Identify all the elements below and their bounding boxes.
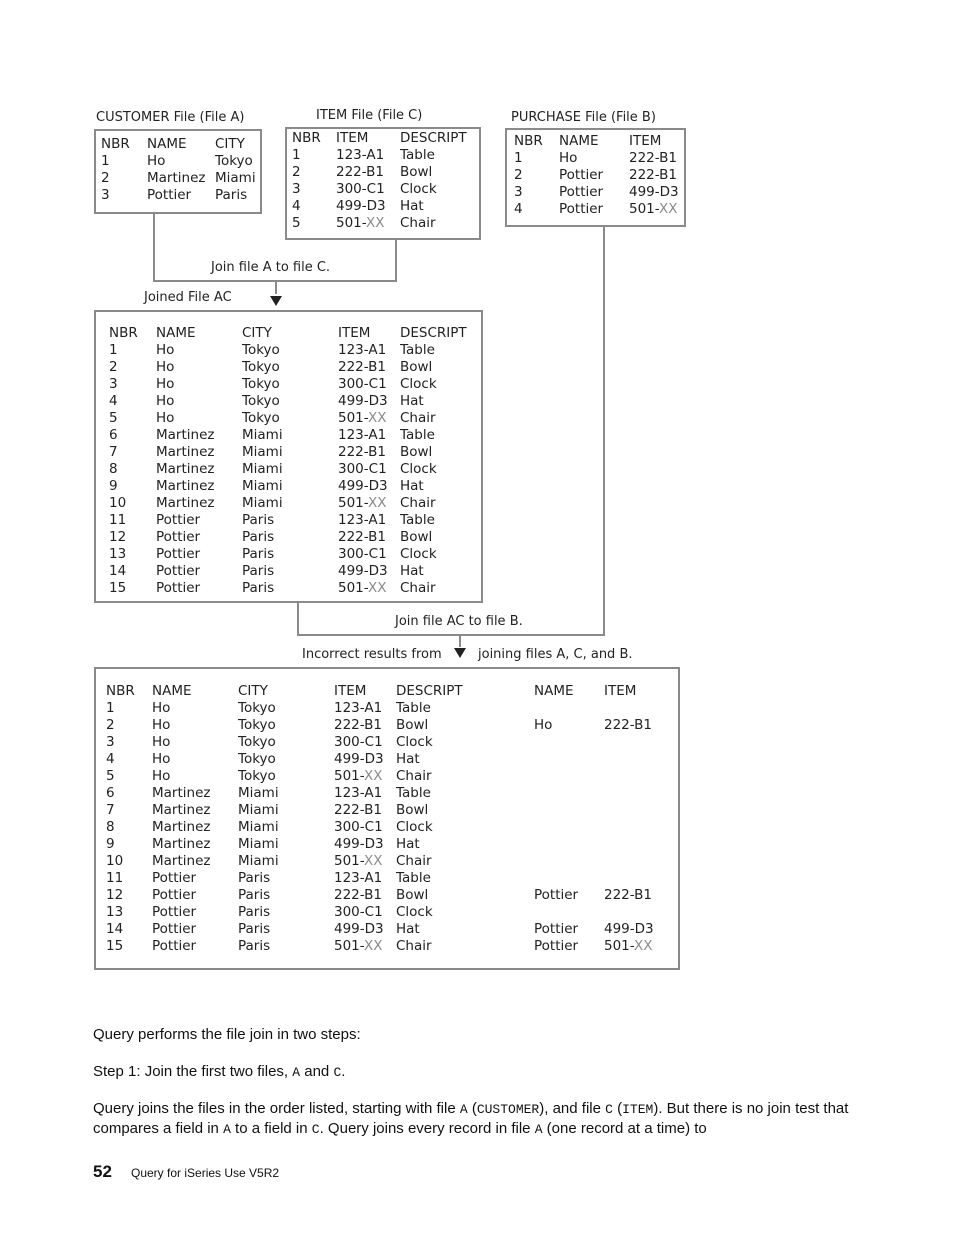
table-cell: Hat (400, 478, 424, 494)
table-cell: 1 (106, 700, 115, 716)
connector-line (603, 226, 605, 636)
table-cell: 10 (109, 495, 127, 511)
table-cell: 222-B1 (338, 359, 387, 375)
table-cell: 7 (109, 444, 118, 460)
item-file-caption: ITEM File (File C) (316, 108, 423, 123)
table-cell: Table (396, 700, 431, 716)
table-cell: 499-D3 (338, 393, 388, 409)
table-cell: 222-B1 (604, 887, 653, 903)
table-cell: Martinez (156, 444, 215, 460)
table-cell: 222-B1 (336, 164, 385, 180)
table-cell: 499-D3 (629, 184, 679, 200)
table-cell: Pottier (147, 187, 192, 203)
table-cell: Chair (400, 495, 436, 511)
table-cell: 501-XX (338, 580, 387, 596)
table-cell: Tokyo (238, 768, 276, 784)
table-cell: 123-A1 (334, 870, 383, 886)
table-cell: Pottier (152, 921, 197, 937)
table-cell: 8 (106, 819, 115, 835)
table-cell: 300-C1 (336, 181, 385, 197)
table-cell: 5 (109, 410, 118, 426)
table-cell: Chair (396, 768, 432, 784)
table-cell: Miami (238, 785, 279, 801)
table-cell: 499-D3 (334, 921, 384, 937)
table-cell: 8 (109, 461, 118, 477)
table-cell: Clock (400, 181, 437, 197)
table-cell: 3 (106, 734, 115, 750)
table-cell: Paris (242, 546, 275, 562)
table-cell: 123-A1 (338, 342, 387, 358)
table-cell: Martinez (152, 819, 211, 835)
connector-line (395, 239, 397, 281)
table-cell: Chair (400, 410, 436, 426)
table-cell: 300-C1 (338, 376, 387, 392)
table-cell: 2 (292, 164, 301, 180)
column-header: NAME (559, 133, 599, 149)
table-cell: Martinez (147, 170, 206, 186)
table-cell: 14 (109, 563, 127, 579)
column-header: DESCRIPT (400, 325, 467, 341)
table-cell: 300-C1 (334, 819, 383, 835)
table-cell: 501-XX (604, 938, 653, 954)
table-cell: Bowl (400, 529, 433, 545)
table-cell: Martinez (152, 785, 211, 801)
column-header: ITEM (334, 683, 367, 699)
table-cell: Miami (242, 427, 283, 443)
table-cell: Chair (396, 853, 432, 869)
table-cell: Ho (152, 700, 171, 716)
table-cell: Table (396, 785, 431, 801)
table-cell: 5 (292, 215, 301, 231)
table-cell: Pottier (152, 938, 197, 954)
table-cell: Ho (534, 717, 553, 733)
table-cell: Martinez (156, 478, 215, 494)
table-cell: 12 (106, 887, 124, 903)
incorrect-results-label: Incorrect results from (302, 647, 442, 662)
table-cell: Hat (396, 921, 420, 937)
column-header: DESCRIPT (396, 683, 463, 699)
table-cell: Hat (396, 836, 420, 852)
table-cell: Bowl (400, 359, 433, 375)
table-cell: 13 (106, 904, 124, 920)
table-cell: Table (396, 870, 431, 886)
table-cell: Miami (238, 853, 279, 869)
table-cell: 499-D3 (334, 836, 384, 852)
table-cell: 499-D3 (338, 478, 388, 494)
table-cell: 4 (292, 198, 301, 214)
table-cell: Pottier (559, 184, 604, 200)
table-cell: Hat (400, 393, 424, 409)
paragraph: Query performs the file join in two steps: (93, 1026, 361, 1043)
table-cell: Ho (152, 717, 171, 733)
table-cell: Clock (400, 546, 437, 562)
column-header: DESCRIPT (400, 130, 467, 146)
table-cell: 10 (106, 853, 124, 869)
table-cell: 501-XX (334, 853, 383, 869)
table-cell: Pottier (156, 529, 201, 545)
column-header: NAME (156, 325, 196, 341)
table-cell: Ho (156, 342, 175, 358)
table-cell: 11 (109, 512, 127, 528)
table-cell: Pottier (534, 938, 579, 954)
joined-ac-label: Joined File AC (144, 290, 232, 305)
table-cell: 300-C1 (338, 546, 387, 562)
table-cell: Pottier (156, 563, 201, 579)
table-cell: Tokyo (238, 700, 276, 716)
table-cell: Hat (396, 751, 420, 767)
table-cell: Ho (156, 376, 175, 392)
customer-file-table (94, 129, 262, 214)
page-number: 52 (93, 1162, 112, 1181)
table-cell: 501-XX (338, 410, 387, 426)
table-cell: Bowl (396, 887, 429, 903)
table-cell: 222-B1 (334, 717, 383, 733)
table-cell: 300-C1 (334, 734, 383, 750)
table-cell: Ho (152, 734, 171, 750)
table-cell: Miami (242, 444, 283, 460)
table-cell: Tokyo (238, 751, 276, 767)
connector-line (297, 602, 299, 636)
table-cell: Chair (400, 580, 436, 596)
table-cell: Miami (242, 478, 283, 494)
table-cell: Ho (152, 751, 171, 767)
table-cell: Paris (215, 187, 248, 203)
table-cell: Clock (396, 734, 433, 750)
table-cell: Clock (396, 904, 433, 920)
table-cell: Pottier (152, 904, 197, 920)
connector-line (153, 213, 155, 281)
table-cell: Miami (238, 819, 279, 835)
column-header: NBR (514, 133, 543, 149)
table-cell: 14 (106, 921, 124, 937)
table-cell: Paris (238, 887, 271, 903)
table-cell: Tokyo (242, 376, 280, 392)
table-cell: 1 (101, 153, 110, 169)
table-cell: Table (400, 512, 435, 528)
column-header: CITY (242, 325, 272, 341)
table-cell: 123-A1 (338, 427, 387, 443)
table-cell: Martinez (152, 853, 211, 869)
connector-line (275, 281, 277, 294)
table-cell: 501-XX (334, 768, 383, 784)
table-cell: Martinez (156, 427, 215, 443)
table-cell: Paris (238, 921, 271, 937)
column-header: NBR (292, 130, 321, 146)
table-cell: Hat (400, 563, 424, 579)
table-cell: 1 (292, 147, 301, 163)
table-cell: 4 (106, 751, 115, 767)
table-cell: Table (400, 427, 435, 443)
column-header: ITEM (336, 130, 369, 146)
table-cell: Bowl (400, 444, 433, 460)
table-cell: 7 (106, 802, 115, 818)
table-cell: Miami (242, 495, 283, 511)
table-cell: Martinez (152, 802, 211, 818)
table-cell: Clock (396, 819, 433, 835)
table-cell: 123-A1 (334, 700, 383, 716)
table-cell: Tokyo (242, 410, 280, 426)
table-cell: Pottier (156, 546, 201, 562)
table-cell: 2 (106, 717, 115, 733)
table-cell: Chair (396, 938, 432, 954)
table-cell: Bowl (396, 717, 429, 733)
table-cell: Miami (242, 461, 283, 477)
table-cell: Ho (156, 410, 175, 426)
table-cell: 222-B1 (334, 802, 383, 818)
table-cell: 222-B1 (338, 529, 387, 545)
table-cell: Paris (242, 580, 275, 596)
table-cell: 222-B1 (629, 150, 678, 166)
table-cell: Pottier (559, 167, 604, 183)
incorrect-results-label-2: joining files A, C, and B. (478, 647, 633, 662)
table-cell: 499-D3 (338, 563, 388, 579)
table-cell: Tokyo (238, 734, 276, 750)
table-cell: 4 (109, 393, 118, 409)
column-header: NAME (147, 136, 187, 152)
table-cell: Martinez (152, 836, 211, 852)
table-cell: 222-B1 (334, 887, 383, 903)
table-cell: Ho (147, 153, 166, 169)
column-header: CITY (215, 136, 245, 152)
table-cell: Pottier (152, 870, 197, 886)
table-cell: Hat (400, 198, 424, 214)
table-cell: Clock (400, 461, 437, 477)
table-cell: Miami (215, 170, 256, 186)
footer-title: Query for iSeries Use V5R2 (131, 1166, 280, 1180)
table-cell: 6 (109, 427, 118, 443)
table-cell: 15 (106, 938, 124, 954)
column-header: NBR (109, 325, 138, 341)
table-cell: 1 (109, 342, 118, 358)
table-cell: 501-XX (629, 201, 678, 217)
table-cell: Miami (238, 836, 279, 852)
customer-file-caption: CUSTOMER File (File A) (96, 110, 245, 125)
table-cell: 11 (106, 870, 124, 886)
table-cell: Ho (156, 359, 175, 375)
table-cell: 2 (514, 167, 523, 183)
table-cell: Martinez (156, 495, 215, 511)
column-header: ITEM (338, 325, 371, 341)
table-cell: Ho (152, 768, 171, 784)
table-cell: Paris (242, 529, 275, 545)
table-cell: 123-A1 (334, 785, 383, 801)
table-cell: Pottier (534, 921, 579, 937)
table-cell: 5 (106, 768, 115, 784)
table-cell: 499-D3 (334, 751, 384, 767)
table-cell: 222-B1 (629, 167, 678, 183)
column-header: ITEM (629, 133, 662, 149)
table-cell: Martinez (156, 461, 215, 477)
column-header: CITY (238, 683, 268, 699)
joined-ac-table (94, 310, 483, 603)
item-file-table (285, 127, 481, 240)
connector-line (459, 635, 461, 647)
join-ac-caption: Join file A to file C. (211, 260, 331, 275)
table-cell: 1 (514, 150, 523, 166)
table-cell: 123-A1 (336, 147, 385, 163)
table-cell: Chair (400, 215, 436, 231)
arrow-down-icon (454, 648, 466, 658)
table-cell: Pottier (559, 201, 604, 217)
table-cell: Ho (156, 393, 175, 409)
table-cell: 222-B1 (338, 444, 387, 460)
table-cell: Tokyo (242, 393, 280, 409)
column-header: ITEM (604, 683, 637, 699)
column-header: NBR (101, 136, 130, 152)
purchase-file-table (505, 128, 686, 227)
table-cell: 9 (109, 478, 118, 494)
table-cell: Miami (238, 802, 279, 818)
table-cell: 15 (109, 580, 127, 596)
table-cell: Paris (238, 870, 271, 886)
table-cell: Tokyo (238, 717, 276, 733)
paragraph: Query joins the files in the order listed, starting with file A (CUSTOMER), and file C (ITEM). But there is no join test that compares a field in A to a field in C. Query joins every record in file A (one record at a time) to (93, 1100, 849, 1137)
incorrect-result-table (94, 667, 680, 970)
table-cell: Pottier (534, 887, 579, 903)
table-cell: Bowl (400, 164, 433, 180)
table-cell: 3 (101, 187, 110, 203)
table-cell: 12 (109, 529, 127, 545)
table-cell: Tokyo (242, 359, 280, 375)
column-header: NAME (534, 683, 574, 699)
table-cell: 3 (514, 184, 523, 200)
table-cell: Tokyo (215, 153, 253, 169)
table-cell: 501-XX (334, 938, 383, 954)
table-cell: 499-D3 (336, 198, 386, 214)
table-cell: Paris (242, 563, 275, 579)
table-cell: 6 (106, 785, 115, 801)
column-header: NAME (152, 683, 192, 699)
table-cell: Tokyo (242, 342, 280, 358)
table-cell: 300-C1 (338, 461, 387, 477)
paragraph: Step 1: Join the first two files, A and C. (93, 1063, 346, 1080)
table-cell: Ho (559, 150, 578, 166)
table-cell: Paris (238, 938, 271, 954)
table-cell: Paris (238, 904, 271, 920)
purchase-file-caption: PURCHASE File (File B) (511, 110, 656, 125)
join-acb-caption: Join file AC to file B. (395, 614, 523, 629)
table-cell: Pottier (152, 887, 197, 903)
table-cell: 3 (109, 376, 118, 392)
table-cell: 13 (109, 546, 127, 562)
table-cell: 123-A1 (338, 512, 387, 528)
table-cell: 4 (514, 201, 523, 217)
connector-line (297, 634, 605, 636)
table-cell: 501-XX (338, 495, 387, 511)
table-cell: 9 (106, 836, 115, 852)
table-cell: Pottier (156, 580, 201, 596)
table-cell: Table (400, 342, 435, 358)
column-header: NBR (106, 683, 135, 699)
table-cell: 2 (109, 359, 118, 375)
table-cell: 3 (292, 181, 301, 197)
table-cell: 499-D3 (604, 921, 654, 937)
table-cell: Clock (400, 376, 437, 392)
table-cell: 222-B1 (604, 717, 653, 733)
table-cell: 2 (101, 170, 110, 186)
table-cell: 300-C1 (334, 904, 383, 920)
table-cell: Table (400, 147, 435, 163)
table-cell: Bowl (396, 802, 429, 818)
table-cell: 501-XX (336, 215, 385, 231)
arrow-down-icon (270, 296, 282, 306)
table-cell: Pottier (156, 512, 201, 528)
table-cell: Paris (242, 512, 275, 528)
